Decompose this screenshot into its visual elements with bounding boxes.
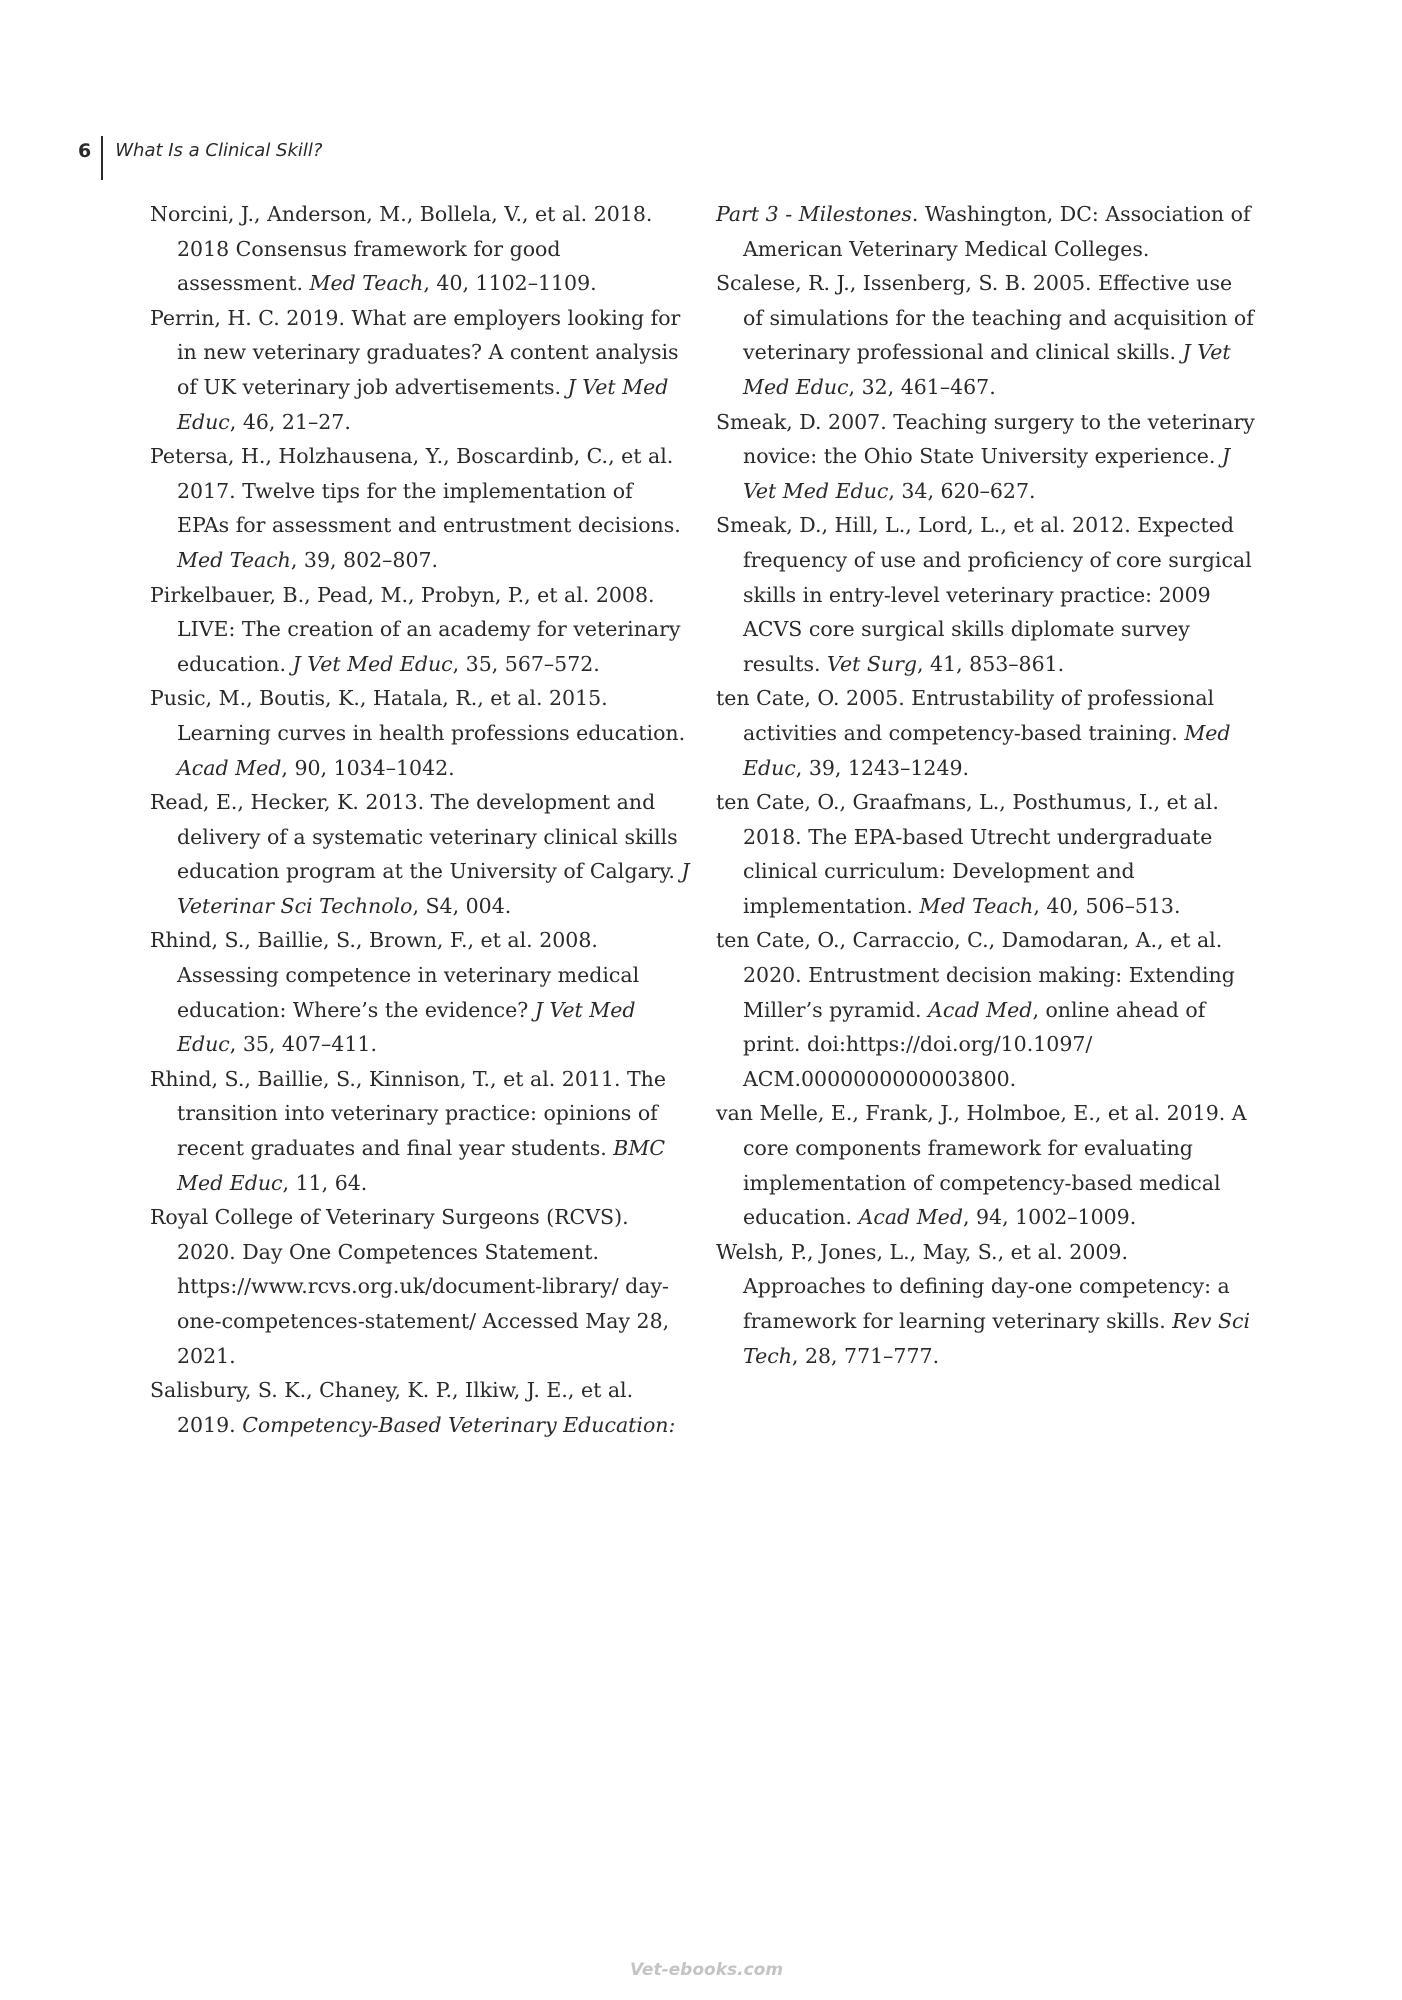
- reference-text: Scalese, R. J., Issenberg, S. B. 2005. Effective use of simulations for the teaching and acquisition of veterinary professional and clinical skills.: [716, 271, 1254, 365]
- reference-text: Perrin, H. C. 2019. What are employers looking for in new veterinary graduates? A content analysis of UK veterinary job advertisements.: [150, 305, 681, 399]
- reference-journal: Acad Med: [858, 1205, 963, 1230]
- reference-text: , 90, 1034–1042.: [281, 755, 455, 780]
- reference-text: ten Cate, O., Carraccio, C., Damodaran, A., et al. 2020. Entrustment decision making: Extending Miller’s pyramid.: [716, 928, 1235, 1022]
- reference-entry: [150, 301, 690, 439]
- reference-text: Norcini, J., Anderson, M., Bollela, V., et al. 2018. 2018 Consensus framework for good assessment.: [150, 202, 653, 296]
- reference-journal: Acad Med: [928, 997, 1033, 1022]
- reference-text: Petersa, H., Holzhausena, Y., Boscardinb, C., et al. 2017. Twelve tips for the implementation of EPAs for assessment and entrustment decisions.: [150, 444, 681, 538]
- reference-entry: [150, 785, 690, 923]
- reference-entry: [150, 923, 690, 1061]
- reference-text: , 94, 1002–1009.: [962, 1205, 1137, 1230]
- watermark-logo: Vet-ebooks.com: [630, 1960, 784, 1980]
- reference-entry: [716, 405, 1256, 509]
- reference-text: Smeak, D., Hill, L., Lord, L., et al. 2012. Expected frequency of use and proficiency of core surgical skills in entry-level veterinary practice: 2009 ACVS core surgical skills diplomate survey results.: [716, 513, 1252, 676]
- running-title: What Is a Clinical Skill?: [115, 140, 323, 161]
- reference-text: Smeak, D. 2007. Teaching surgery to the veterinary novice: the Ohio State University experience.: [716, 409, 1255, 469]
- reference-text: Welsh, P., Jones, L., May, S., et al. 2009. Approaches to defining day-one competency: a framework for learning veterinary skills.: [716, 1239, 1230, 1333]
- right-column: [716, 197, 1256, 1373]
- left-column: [150, 197, 690, 1442]
- reference-entry: [150, 439, 690, 577]
- reference-entry: [150, 681, 690, 785]
- reference-entry: [716, 923, 1256, 1096]
- reference-entry: [716, 197, 1256, 266]
- reference-text: Royal College of Veterinary Surgeons (RCVS). 2020. Day One Competences Statement. https://www.rcvs.org.uk/document-library/ day-one-competences-statement/ Accessed May 28, 2021.: [150, 1205, 670, 1368]
- reference-entry: [716, 785, 1256, 923]
- reference-text: , 35, 567–572.: [452, 651, 600, 676]
- reference-text: Read, E., Hecker, K. 2013. The development and delivery of a systematic veterinary clinical skills education program at the University of Calgary.: [150, 790, 682, 884]
- reference-journal: J Vet Med Educ: [292, 651, 453, 676]
- reference-entry: [716, 508, 1256, 681]
- reference-text: Rhind, S., Baillie, S., Kinnison, T., et al. 2011. The transition into veterinary practice: opinions of recent graduates and final year students.: [150, 1066, 667, 1161]
- reference-text: , 35, 407–411.: [229, 1032, 377, 1057]
- reference-journal: BMC Med Educ: [177, 1136, 666, 1195]
- reference-text: , 39, 802–807.: [290, 547, 439, 572]
- reference-text: , 32, 461–467.: [848, 374, 996, 399]
- reference-text: Salisbury, S. K., Chaney, K. P., Ilkiw, J. E., et al. 2019.: [150, 1378, 634, 1437]
- reference-entry: [150, 1373, 690, 1442]
- reference-entry: [150, 1200, 690, 1373]
- reference-text: , 39, 1243–1249.: [795, 755, 970, 780]
- reference-text: , S4, 004.: [412, 893, 512, 918]
- reference-journal: J Veterinar Sci Technolo: [177, 859, 690, 918]
- reference-text: , 28, 771–777.: [791, 1343, 940, 1368]
- reference-text: ten Cate, O. 2005. Entrustability of professional activities and competency-based training.: [716, 686, 1215, 745]
- reference-journal: Med Teach: [177, 547, 291, 572]
- reference-journal: J Vet Med Educ: [177, 374, 669, 434]
- reference-text: . Washington, DC: Association of American Veterinary Medical Colleges.: [743, 202, 1251, 261]
- reference-entry: [150, 1062, 690, 1200]
- running-head: [78, 136, 322, 180]
- reference-entry: [716, 1096, 1256, 1234]
- reference-text: Pirkelbauer, B., Pead, M., Probyn, P., et al. 2008. LIVE: The creation of an academy for veterinary education.: [150, 582, 681, 676]
- reference-journal: Med Teach: [919, 893, 1034, 918]
- reference-entry: [150, 578, 690, 682]
- reference-text: , online ahead of print. doi:https://doi.org/10.1097/ ACM.0000000000003800.: [743, 997, 1206, 1091]
- reference-journal: Competency-Based Veterinary Education:: [242, 1412, 676, 1437]
- reference-text: Pusic, M., Boutis, K., Hatala, R., et al. 2015. Learning curves in health professions education.: [150, 686, 686, 745]
- reference-journal: Vet Surg: [827, 651, 917, 676]
- reference-journal: Acad Med: [177, 755, 282, 780]
- reference-journal: Med Educ: [743, 720, 1231, 780]
- reference-text: , 46, 21–27.: [229, 409, 351, 434]
- reference-journal: Part 3 - Milestones: [716, 202, 912, 226]
- page-number: 6: [78, 136, 103, 180]
- reference-text: van Melle, E., Frank, J., Holmboe, E., et al. 2019. A core components framework for evaluating implementation of competency-based medical education.: [716, 1101, 1247, 1230]
- reference-journal: J Vet Med Educ: [743, 444, 1231, 503]
- reference-text: Rhind, S., Baillie, S., Brown, F., et al. 2008. Assessing competence in veterinary medical education: Where’s the evidence?: [150, 928, 640, 1022]
- reference-entry: [716, 681, 1256, 785]
- reference-entry: [150, 197, 690, 301]
- reference-journal: Med Teach: [309, 271, 424, 296]
- reference-entry: [716, 266, 1256, 404]
- reference-journal: Rev Sci Tech: [743, 1309, 1251, 1368]
- reference-text: , 40, 1102–1109.: [423, 271, 597, 296]
- reference-text: , 41, 853–861.: [917, 651, 1065, 676]
- reference-text: , 11, 64.: [282, 1170, 368, 1195]
- reference-journal: J Vet Med Educ: [743, 340, 1231, 399]
- reference-text: , 40, 506–513.: [1033, 893, 1181, 918]
- reference-text: , 34, 620–627.: [888, 478, 1036, 503]
- reference-text: ten Cate, O., Graafmans, L., Posthumus, I., et al. 2018. The EPA-based Utrecht undergraduate clinical curriculum: Development and implementation.: [716, 790, 1219, 918]
- reference-entry: [716, 1235, 1256, 1373]
- reference-journal: J Vet Med Educ: [177, 997, 636, 1057]
